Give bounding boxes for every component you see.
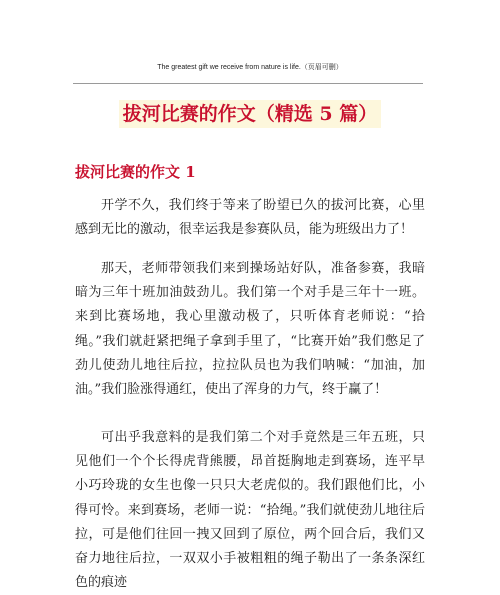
page-header-tagline: The greatest gift we receive from nature is life.（页眉可删）: [157, 64, 343, 71]
paragraph-2: 那天，老师带领我们来到操场站好队，准备参赛，我暗暗为三年十班加油鼓劲儿。我们第一个对手是三年十一班。来到比赛场地，我心里激动极了，只听体育老师说：“拾绳。”我们就赶紧把绳子拿到手里了，“比赛开始”我们憋足了劲儿使劲儿地往后拉，拉拉队员也为我们呐喊：“加油，加油。”我们脸涨得通红，使出了浑身的力气，终于赢了！: [75, 261, 425, 398]
document-title: 拔河比赛的作文（精选 5 篇）: [119, 100, 381, 128]
paragraph-1: 开学不久，我们终于等来了盼望已久的拔河比赛，心里感到无比的激动，很幸运我是参赛队员，能为班级出力了！: [75, 198, 425, 238]
header-divider: [73, 83, 423, 84]
section-heading: 拔河比赛的作文 1: [75, 163, 196, 181]
paragraph-3: 可出乎我意料的是我们第二个对手竟然是三年五班，只见他们一个个长得虎背熊腰，昂首挺胸地走到赛场，连平早小巧玲珑的女生也像一只只大老虎似的。我们跟他们比，小得可怜。来到赛场，老师一说：“拾绳。”我们就使劲儿地往后拉，可是他们往回一拽又回到了原位，两个回合后，我们又奋力地往后拉，一双双小手被粗粗的绳子勒出了一条条深红色的痕迹: [75, 430, 425, 591]
title-container: [0, 100, 500, 128]
